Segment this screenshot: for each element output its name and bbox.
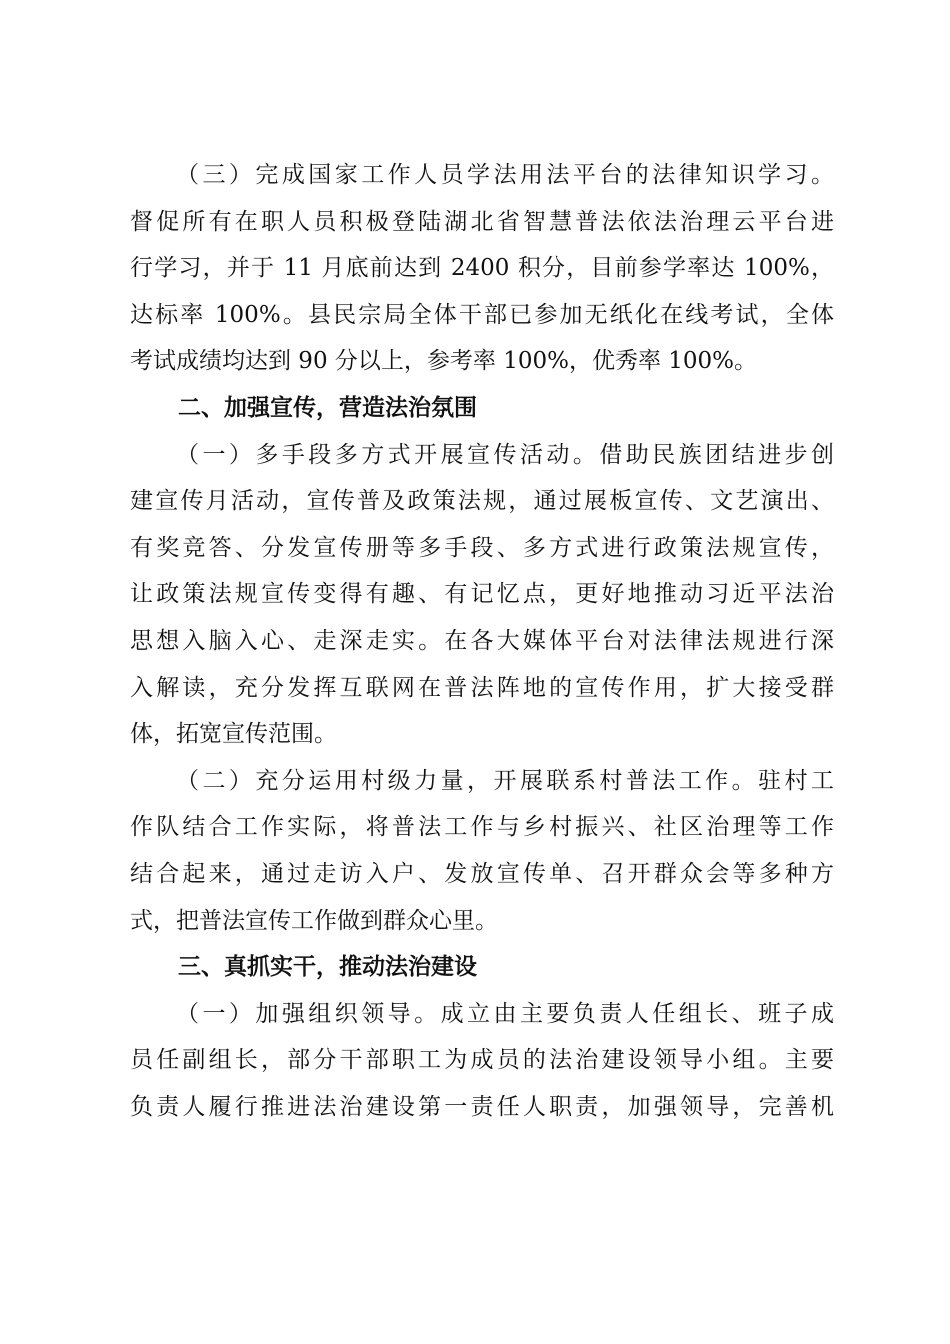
paragraph-line: （二）充分运用村级力量，开展联系村普法工作。驻村工: [176, 767, 834, 794]
paragraph-line: 入解读，充分发挥互联网在普法阵地的宣传作用，扩大接受群: [130, 674, 834, 701]
paragraph-line: 负责人履行推进法治建设第一责任人职责，加强领导，完善机: [130, 1093, 834, 1120]
section-heading: 三、真抓实干，推动法治建设: [178, 954, 477, 981]
paragraph-line: 体，拓宽宣传范围。: [130, 721, 337, 748]
paragraph-line: 结合起来，通过走访入户、发放宣传单、召开群众会等多种方: [130, 860, 834, 887]
paragraph-line: （一）多手段多方式开展宣传活动。借助民族团结进步创: [176, 441, 834, 468]
paragraph-line: 作队结合工作实际，将普法工作与乡村振兴、社区治理等工作: [130, 814, 834, 841]
paragraph-line: 思想入脑入心、走深走实。在各大媒体平台对法律法规进行深: [130, 627, 834, 654]
paragraph-line: 行学习，并于 11 月底前达到 2400 积分，目前参学率达 100%，: [130, 255, 834, 282]
paragraph-line: （三）完成国家工作人员学法用法平台的法律知识学习。: [176, 162, 834, 188]
paragraph-line: 让政策法规宣传变得有趣、有记忆点，更好地推动习近平法治: [130, 581, 834, 608]
paragraph-line: （一）加强组织领导。成立由主要负责人任组长、班子成: [176, 1000, 834, 1027]
paragraph-line: 建宣传月活动，宣传普及政策法规，通过展板宣传、文艺演出、: [130, 488, 834, 515]
document-body: [130, 152, 834, 1130]
paragraph-line: 员任副组长，部分干部职工为成员的法治建设领导小组。主要: [130, 1047, 834, 1074]
section-heading: 二、加强宣传，营造法治氛围: [178, 394, 477, 421]
paragraph-line: 达标率 100%。县民宗局全体干部已参加无纸化在线考试，全体: [130, 301, 834, 328]
paragraph-line: 考试成绩均达到 90 分以上，参考率 100%，优秀率 100%。: [130, 348, 758, 375]
paragraph-line: 督促所有在职人员积极登陆湖北省智慧普法依法治理云平台进: [130, 208, 834, 235]
paragraph-line: 式，把普法宣传工作做到群众心里。: [130, 907, 498, 934]
paragraph-line: 有奖竞答、分发宣传册等多手段、多方式进行政策法规宣传，: [130, 534, 834, 561]
